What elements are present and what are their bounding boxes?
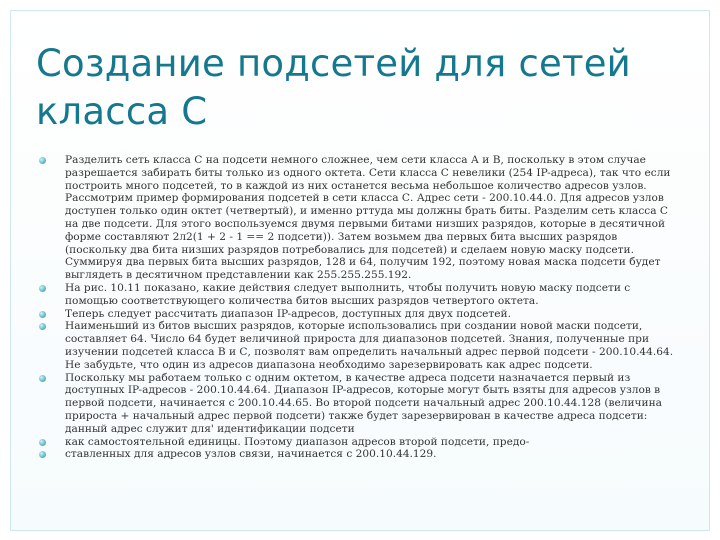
bullet-point-icon — [39, 451, 46, 458]
bullet-text: Наименьший из битов высших разрядов, которые использовались при создании новой маски подсети, составляет 64. Число 64 будет величиной прироста для диапазонов подсетей. Знания, полученные при изучении подсетей класса В и С, позволят вам определить начальный адрес первой подсети - 200.10.44.64. Не забудьте, что один из адресов диапазона необходимо зарезервировать как адрес подсети. — [65, 320, 674, 371]
bullet-text: как самостоятельной единицы. Поэтому диапазон адресов второй подсети, предо- — [65, 435, 530, 448]
bullet-item — [36, 282, 676, 308]
bullet-text: ставленных для адресов узлов связи, начинается с 200.10.44.129. — [65, 448, 437, 461]
bullet-text: Разделить сеть класса С на подсети немного сложнее, чем сети класса А и В, поскольку в этом случае разрешается забирать биты только из одного октета. Сети класса С невелики (254 IP-адреса), так что если построить много подсетей, то в каждой из них останется весьма небольшое количество адресов узлов. Рассмотрим пример формирования подсетей в сети класса С. Адрес сети - 200.10.44.0. Для адресов узлов доступен только один октет (четвертый), и именно рттуда мы должны брать биты. Разделим сеть класса С на две подсети. Для этого воспользуемся двумя первыми битами низших разрядов, которые в десятичной форме составляют 2л2(1 + 2 - 1 == 2 подсети)). Затем возьмем два первых бита высших разрядов (поскольку два бита низших разрядов потребовались для подсетей) и сделаем новую маску подсети. Суммируя два первых бита высших разрядов, 128 и 64, получим 192, поэтому новая маска подсети будет выглядеть в десятичном представлении как 255.255.255.192. — [65, 154, 671, 282]
bullet-item — [36, 308, 676, 321]
bullet-item — [36, 154, 676, 282]
slide-title: Создание подсетей для сетей класса С — [36, 42, 631, 133]
bullet-text: Теперь следует рассчитать диапазон IP-адресов, доступных для двух подсетей. — [65, 307, 511, 320]
bullet-item — [36, 320, 676, 371]
bullet-text: На рис. 10.11 показано, какие действия следует выполнить, чтобы получить новую маску подсети с помощью соответствующего количества битов высших разрядов четвертого октета. — [65, 281, 631, 307]
bullet-item — [36, 372, 676, 436]
bullet-point-icon — [39, 157, 46, 164]
bullet-item — [36, 448, 676, 461]
bullet-point-icon — [39, 439, 46, 446]
bullet-item — [36, 436, 676, 449]
bullet-point-icon — [39, 311, 46, 318]
bullet-point-icon — [39, 375, 46, 382]
bullet-point-icon — [39, 285, 46, 292]
bullet-text: Поскольку мы работаем только с одним октетом, в качестве адреса подсети назначается первый из доступных IP-адресов - 200.10.44.64. Диапазон IP-адресов, которые могут быть взяты для адресов узлов в первой подсети, начинается с 200.10.44.65. Во второй подсети начальный адрес 200.10.44.128 (величина прироста + начальный адрес первой подсети) также будет зарезервирован в качестве адреса подсети: данный адрес служит для' идентификации подсети — [65, 371, 662, 435]
bullet-list — [36, 154, 676, 461]
bullet-point-icon — [39, 323, 46, 330]
